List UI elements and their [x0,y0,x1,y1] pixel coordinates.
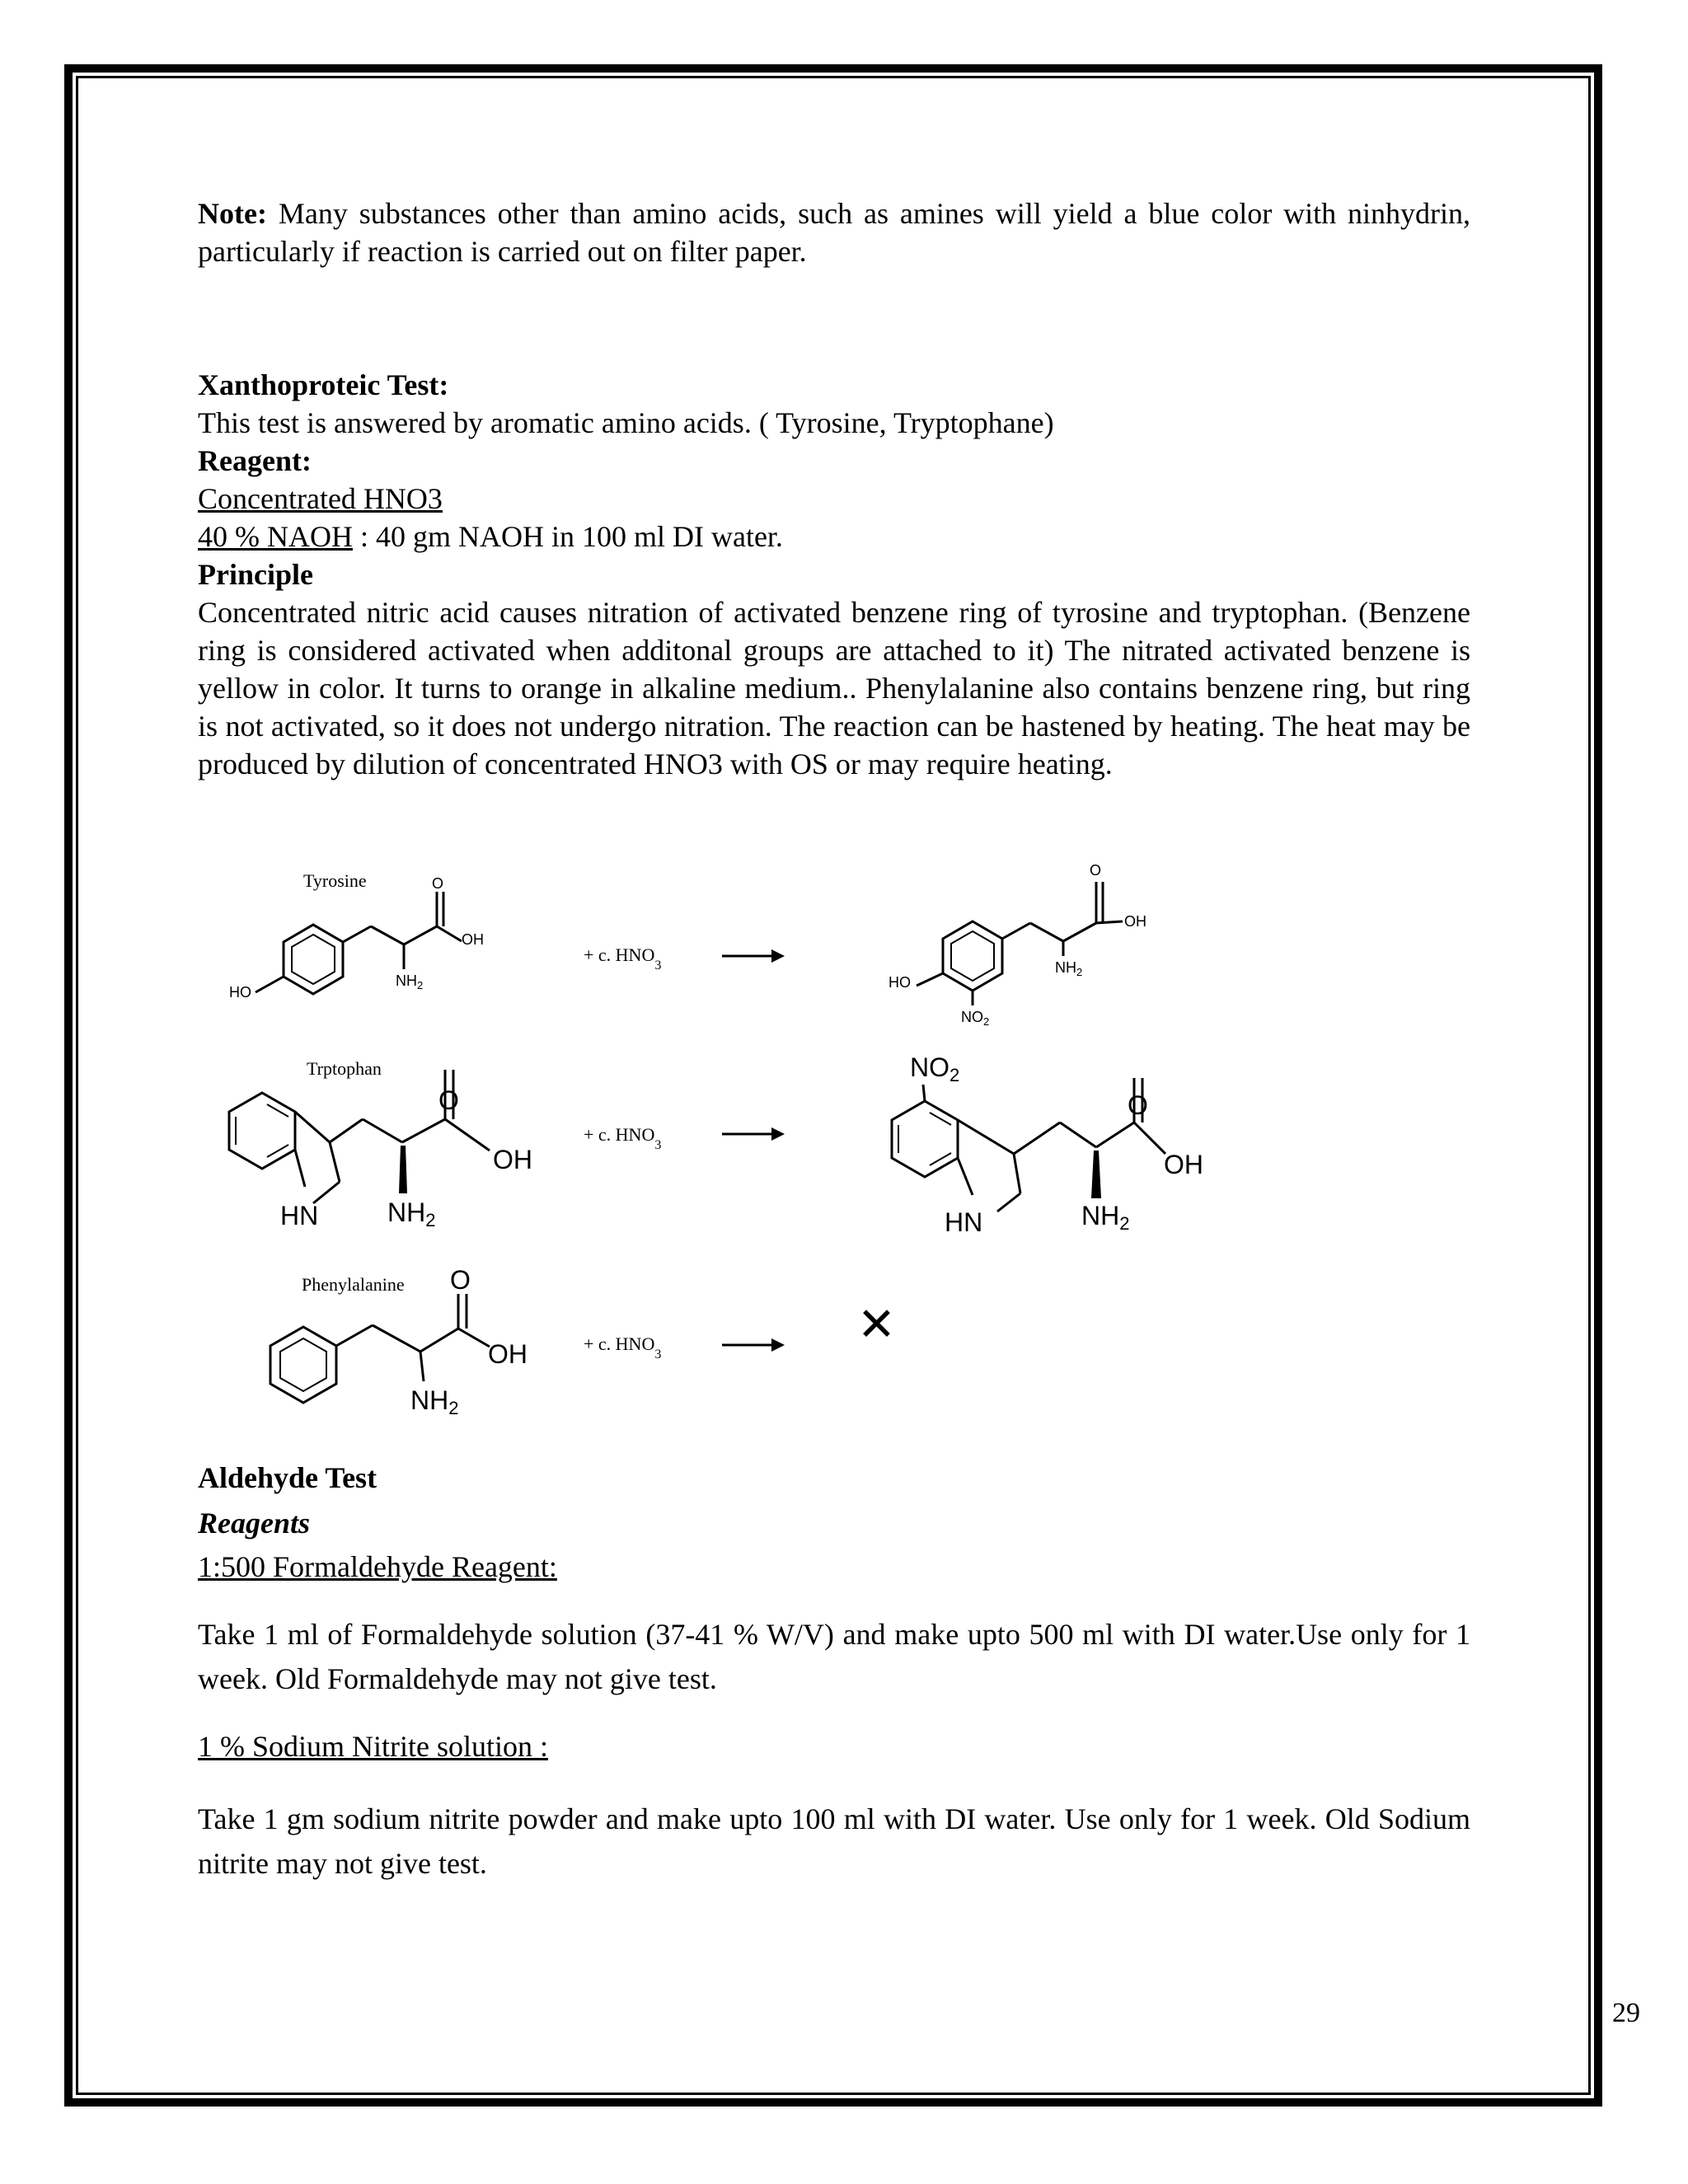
note-label: Note: [198,197,267,230]
tyrosine-reagent: + c. $HNO_3$ [584,944,662,972]
tryptophan-label: Trptophan [307,1058,382,1079]
formaldehyde-reagent-title: 1:500 Formaldehyde Reagent: [198,1550,557,1583]
nitrotyrosine-nh2: $NH_2$ [1055,959,1083,978]
tyrosine-structure [256,892,462,994]
nitrotyrosine-ho: HO [889,974,911,991]
phenylalanine-reagent: + c. $HNO_3$ [584,1333,662,1361]
nitrotryptophan-hn: HN [945,1207,983,1237]
reagent-concentrated-hno3: Concentrated HNO3 [198,482,443,515]
tyrosine-label: Tyrosine [303,870,367,891]
tryptophan-o: O [438,1085,459,1115]
sodium-nitrite-title: 1 % Sodium Nitrite solution : [198,1730,549,1763]
principle-heading: Principle [198,558,313,591]
nitrotryptophan-structure [892,1078,1165,1212]
phenylalanine-o: O [450,1265,471,1295]
page-number: 29 [1612,1998,1640,2028]
note-text: Many substances other than amino acids, such as amines will yield a blue color with ninhydrin, particularly if reaction is carried out on filter paper. [198,197,1470,268]
aldehyde-section [198,1459,1470,1886]
reagent-naoh-desc: : 40 gm NAOH in 100 ml DI water. [352,520,783,553]
sodium-nitrite-text: Take 1 gm sodium nitrite powder and make upto 100 ml with DI water. Use only for 1 week. Old Sodium nitrite may not give test. [198,1802,1470,1880]
nitrotryptophan-no2: NO2 [910,1052,960,1085]
tryptophan-oh: OH [493,1145,532,1174]
tyrosine-oh: OH [462,931,484,948]
tryptophan-nh2: NH2 [387,1197,436,1230]
nitrotryptophan-o: O [1128,1090,1148,1120]
tryptophan-hn: HN [280,1201,319,1230]
nitrotyrosine-oh: OH [1124,913,1146,930]
tyrosine-nh2: $NH_2$ [396,972,424,991]
tryptophan-reagent: + c. $HNO_3$ [584,1124,662,1152]
principle-text: Concentrated nitric acid causes nitration of activated benzene ring of tyrosine and tryptophan. (Benzene ring is considered activated when additonal groups are attached to it) The nitrated activated benzene is yellow in color. It turns to orange in alkaline medium.. Phenylalanine also contains benzene ring, but ring is not activated, so it does not undergo nitration. The reaction can be hastened by heating. The heat may be produced by dilution of concentrated HNO3 with OS or may require heating. [198,596,1470,780]
formaldehyde-reagent-text: Take 1 ml of Formaldehyde solution (37-41 % W/V) and make upto 500 ml with DI water.Use only for 1 week. Old Formaldehyde may not give test. [198,1618,1470,1695]
phenylalanine-oh: OH [488,1339,528,1369]
reagent-naoh-name: 40 % NAOH [198,520,353,553]
phenylalanine-nh2: NH2 [410,1385,459,1418]
nitrotryptophan-nh2: NH2 [1081,1201,1130,1234]
tyrosine-o: O [432,875,444,892]
phenylalanine-structure [270,1294,490,1403]
xanthoproteic-intro: This test is answered by aromatic amino acids. ( Tyrosine, Tryptophane) [198,406,1054,439]
nitrotryptophan-oh: OH [1164,1150,1203,1179]
reagents-heading: Reagents [198,1507,311,1540]
nitrotyrosine-structure [917,882,1123,1005]
xanthoproteic-heading: Xanthoproteic Test: [198,368,449,401]
aldehyde-heading: Aldehyde Test [198,1461,377,1494]
reagent-heading: Reagent: [198,444,312,477]
tyrosine-ho: HO [229,984,251,1001]
no-reaction-cross-icon: ✕ [857,1298,896,1350]
phenylalanine-label: Phenylalanine [302,1274,405,1295]
nitrotyrosine-no2: $NO_2$ [961,1009,990,1028]
nitrotyrosine-o: O [1090,862,1102,879]
